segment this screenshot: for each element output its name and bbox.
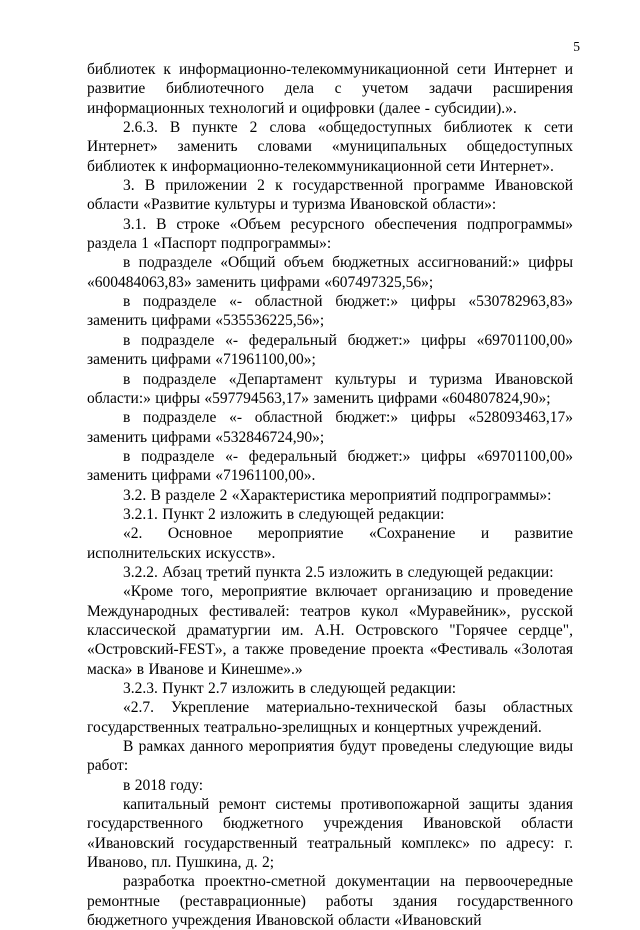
- paragraph: разработка проектно-сметной документации на первоочередные ремонтные (реставрационные) работы здания государственного бюджетного учреждения Ивановской области «Ивановский: [87, 873, 573, 930]
- paragraph: в 2018 году:: [123, 776, 204, 794]
- paragraph: в подразделе «- федеральный бюджет:» цифры «69701100,00» заменить цифрами «71961100,00».: [87, 447, 573, 485]
- paragraph: в подразделе «- федеральный бюджет:» цифры «69701100,00» заменить цифрами «71961100,00»;: [87, 331, 573, 369]
- paragraph: в подразделе «- областной бюджет:» цифры «528093463,17» заменить цифрами «532846724,90»;: [87, 409, 573, 446]
- paragraph: 2.6.3. В пункте 2 слова «общедоступных библиотек к сети Интернет» заменить словами «муниципальных общедоступных библиотек к информационно-телекоммуникационной сети Интернет».: [87, 119, 573, 175]
- paragraph: «Кроме того, мероприятие включает организацию и проведение Международных фестивалей: театров кукол «Муравейник», русской классической драматургии им. А.Н. Островского "Горячее сердце", «Островский-FEST», а также проведение проекта «Фестиваль «Золотая маска» в Иванове и Кинешме».»: [87, 583, 573, 678]
- page-number: 5: [573, 39, 580, 54]
- paragraph: «2. Основное мероприятие «Сохранение и развитие исполнительских искусств».: [87, 525, 573, 562]
- paragraph: В рамках данного мероприятия будут проведены следующие виды работ:: [87, 738, 573, 775]
- paragraph: капитальный ремонт системы противопожарной защиты здания государственного бюджетного учреждения Ивановской области «Ивановский государственный театральный комплекс» по адресу: г. Иваново, пл. Пушкина, д. 2;: [87, 796, 573, 872]
- paragraph: 3.2.1. Пункт 2 изложить в следующей редакции:: [123, 505, 445, 523]
- paragraph: 3.1. В строке «Объем ресурсного обеспечения подпрограммы» раздела 1 «Паспорт подпрограммы»:: [87, 215, 573, 253]
- paragraph: в подразделе «- областной бюджет:» цифры «530782963,83» заменить цифрами «535536225,56»;: [87, 293, 573, 330]
- paragraph: 3. В приложении 2 к государственной программе Ивановской области «Развитие культуры и туризма Ивановской области»:: [87, 177, 573, 214]
- paragraph: в подразделе «Общий объем бюджетных ассигнований:» цифры «600484063,83» заменить цифрами «607497325,56»;: [87, 254, 573, 291]
- paragraph: «2.7. Укрепление материально-технической базы областных государственных театрально-зрелищных и концертных учреждений.: [87, 699, 573, 736]
- paragraph: в подразделе «Департамент культуры и туризма Ивановской области:» цифры «597794563,17» заменить цифрами «604807824,90»;: [87, 370, 573, 407]
- paragraph: 3.2. В разделе 2 «Характеристика мероприятий подпрограммы»:: [123, 486, 552, 504]
- document-body: [87, 60, 573, 930]
- paragraph: 3.2.2. Абзац третий пункта 2.5 изложить в следующей редакции:: [123, 563, 554, 581]
- paragraph: библиотек к информационно-телекоммуникационной сети Интернет и развитие библиотечного дела с учетом задачи расширения информационных технологий и оцифровки (далее - субсидии).».: [87, 61, 573, 117]
- paragraph: 3.2.3. Пункт 2.7 изложить в следующей редакции:: [123, 680, 457, 697]
